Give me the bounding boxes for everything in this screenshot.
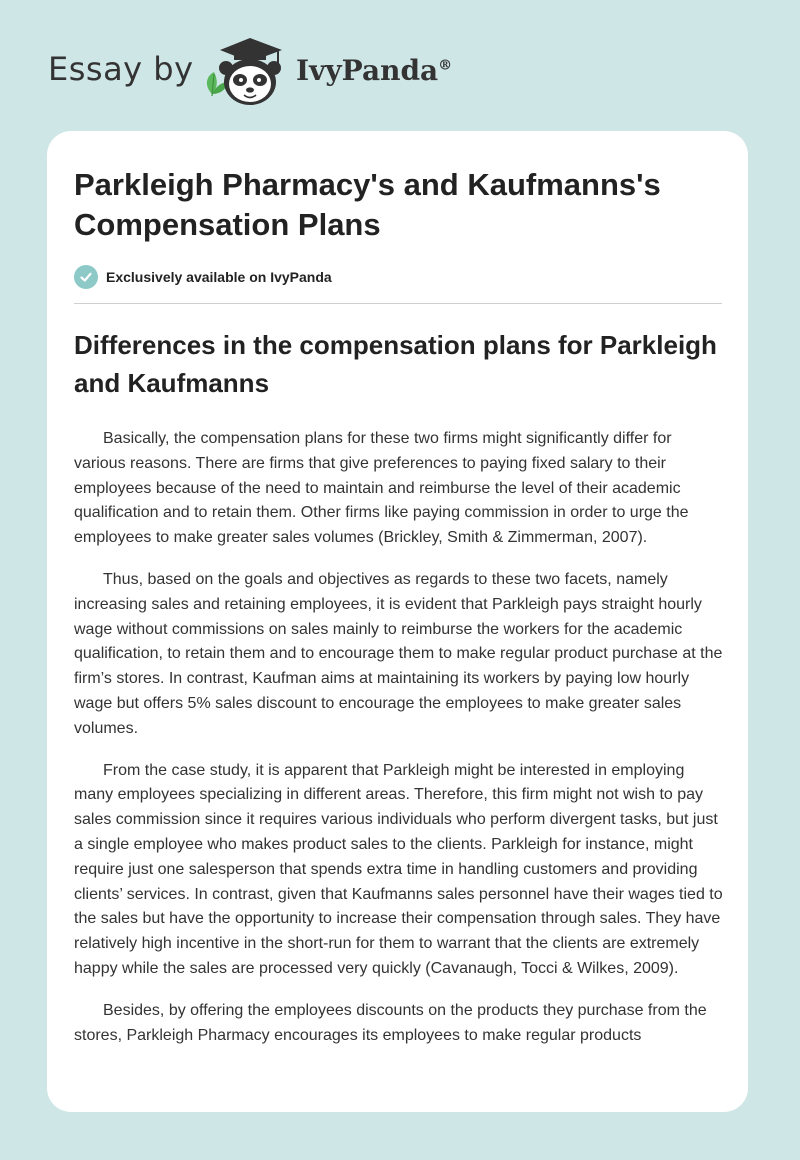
divider bbox=[74, 303, 722, 304]
paragraph: Basically, the compensation plans for these two firms might significantly differ for various reasons. There are firms that give preferences to paying fixed salary to their employees because of the need to maintain and reimburse the level of their academic qualification and to retain them. Other firms like paying commission in order to urge the employees to make greater sales volumes (Brickley, Smith & Zimmerman, 2007). bbox=[74, 430, 689, 547]
brand-text: IvyPanda bbox=[296, 54, 439, 87]
essay-by-label: Essay by bbox=[48, 50, 194, 88]
page-title: Parkleigh Pharmacy's and Kaufmanns's Compensation Plans bbox=[74, 167, 661, 242]
site-header bbox=[0, 0, 800, 130]
paragraph: Thus, based on the goals and objectives as regards to these two facets, namely increasing sales and retaining employees, it is evident that Parkleigh pays straight hourly wage without commissions on sales mainly to reimburse the workers for the academic qualification, to retain them and to encourage them to make regular product purchase at the firm’s stores. In contrast, Kaufman aims at maintaining its workers by paying low hourly wage but offers 5% sales discount to encourage the employees to make greater sales volumes. bbox=[74, 570, 723, 737]
check-icon bbox=[74, 265, 98, 289]
panda-graduate-icon[interactable] bbox=[200, 36, 292, 108]
essay-body bbox=[74, 427, 726, 1065]
exclusive-badge bbox=[74, 264, 332, 290]
badge-label: Exclusively available on IvyPanda bbox=[106, 269, 332, 285]
paragraph: From the case study, it is apparent that Parkleigh might be interested in employing many employees specializing in different areas. Therefore, this firm might not wish to pay sales commission since it requires various individuals who perform divergent tasks, but just a single employee who makes product sales to the clients. Parkleigh for instance, might require just one salesperson that spends extra time in handling customers and providing clients’ services. In contrast, given that Kaufmanns sales personnel have their wages tied to the sales but have the opportunity to increase their compensation through sales. They have relatively high incentive in the short-run for them to warrant that the clients are extremely happy while the sales are processed very quickly (Cavanaugh, Tocci & Wilkes, 2009). bbox=[74, 761, 723, 977]
essay-card bbox=[47, 131, 748, 1112]
paragraph: Besides, by offering the employees discounts on the products they purchase from the stores, Parkleigh Pharmacy encourages its employees to make regular products bbox=[74, 1001, 707, 1044]
section-heading: Differences in the compensation plans for Parkleigh and Kaufmanns bbox=[74, 330, 717, 398]
registered-mark: ® bbox=[438, 57, 453, 74]
brand-name[interactable] bbox=[296, 54, 452, 87]
